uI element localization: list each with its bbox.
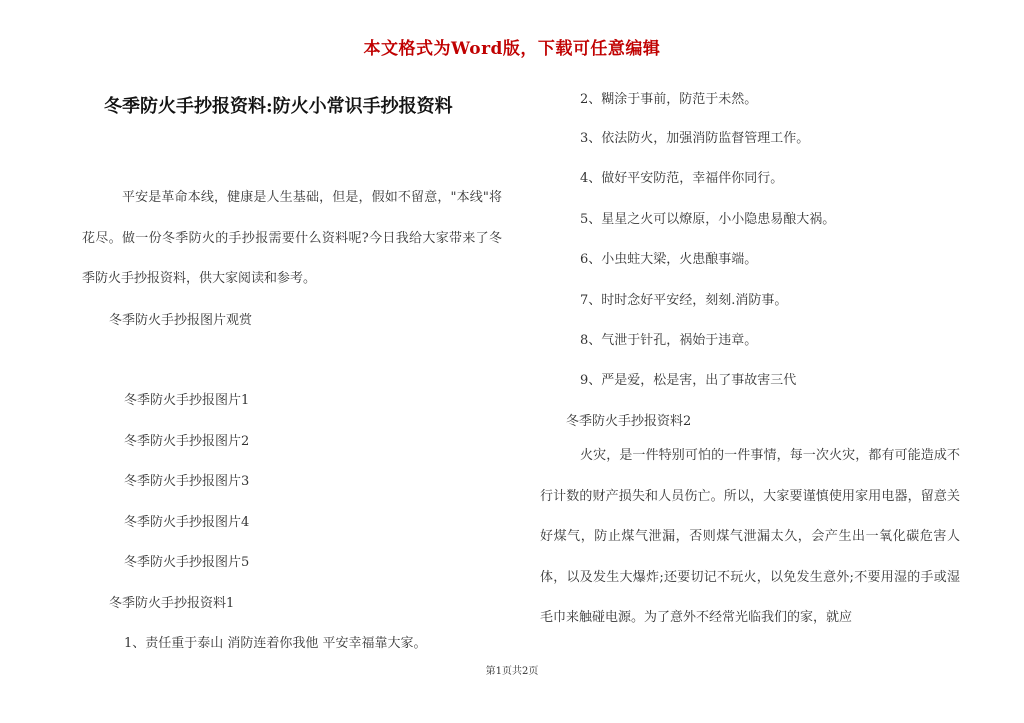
intro-paragraph: 平安是革命本线，健康是人生基础，但是，假如不留意，"本线"将花尽。做一份冬季防火的手抄报需要什么资料呢?今日我给大家带来了冬季防火手抄报资料，供大家阅读和参考。	[82, 190, 502, 286]
slogan-item: 2、糊涂于事前，防范于未然。	[580, 92, 758, 107]
image-caption: 冬季防火手抄报图片3	[124, 474, 250, 489]
page-number: 第1页共2页	[485, 666, 539, 677]
slogan-item: 5、星星之火可以燎原，小小隐患易酿大祸。	[580, 212, 836, 227]
editable-banner: 本文格式为Word版，下载可任意编辑	[363, 39, 661, 59]
section2-paragraph: 火灾，是一件特别可怕的一件事情，每一次火灾，都有可能造成不行计数的财产损失和人员伤亡。所以，大家要谨慎使用家用电器，留意关好煤气，防止煤气泄漏，否则煤气泄漏太久，会产生出一氧化碳危害人体，以及发生大爆炸;还要切记不玩火，以免发生意外;不要用湿的手或湿毛巾来触碰电源。为了意外不经常光临我们的家，就应	[540, 448, 960, 625]
slogan-item: 1、责任重于泰山 消防连着你我他 平安幸福靠大家。	[124, 636, 427, 651]
image-caption: 冬季防火手抄报图片4	[124, 515, 250, 530]
slogan-item: 3、依法防火，加强消防监督管理工作。	[580, 131, 810, 146]
section-heading: 冬季防火手抄报资料1	[109, 596, 235, 611]
image-caption: 冬季防火手抄报图片2	[124, 434, 250, 449]
slogan-item: 7、时时念好平安经，刻刻.消防事。	[580, 293, 788, 308]
document-title: 冬季防火手抄报资料:防火小常识手抄报资料	[104, 96, 453, 117]
image-caption: 冬季防火手抄报图片5	[124, 555, 250, 570]
slogan-item: 6、小虫蛀大梁，火患酿事端。	[580, 252, 758, 267]
image-caption: 冬季防火手抄报图片1	[124, 393, 250, 408]
section-heading: 冬季防火手抄报资料2	[566, 414, 692, 429]
slogan-item: 8、气泄于针孔，祸始于违章。	[580, 333, 758, 348]
gallery-heading: 冬季防火手抄报图片观赏	[109, 313, 253, 328]
slogan-item: 9、严是爱，松是害，出了事故害三代	[580, 373, 797, 388]
slogan-item: 4、做好平安防范，幸福伴你同行。	[580, 171, 784, 186]
